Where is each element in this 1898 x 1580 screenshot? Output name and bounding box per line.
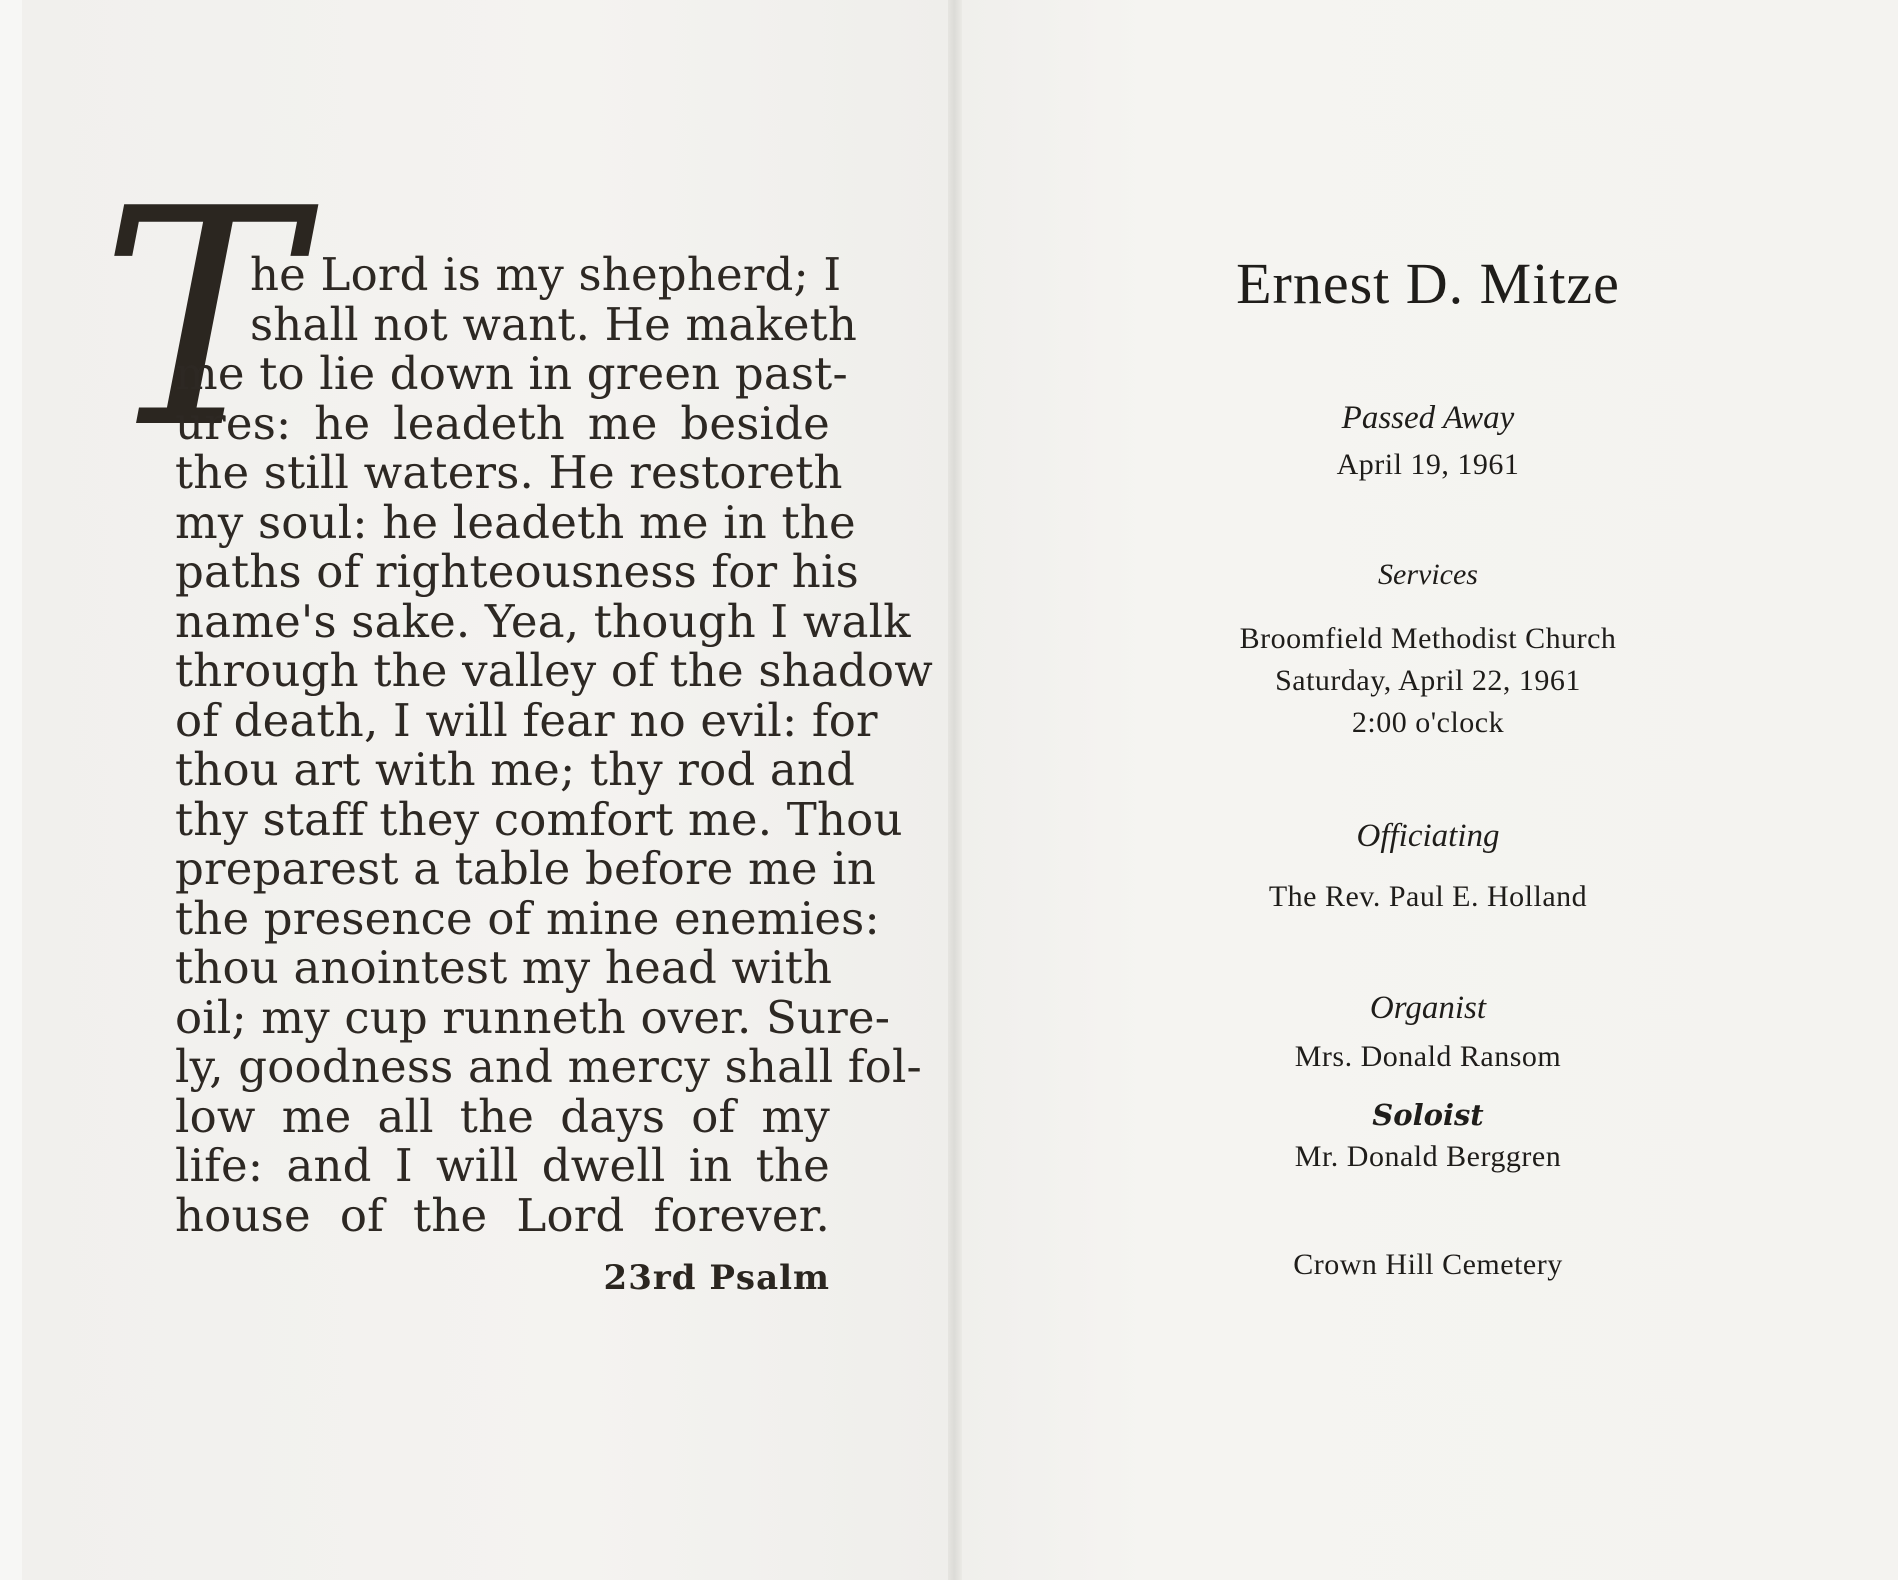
psalm-line: ly, goodness and mercy shall fol- xyxy=(175,1040,922,1093)
church-name: Broomfield Methodist Church xyxy=(1239,622,1617,655)
psalm-line: shall not want. He maketh xyxy=(250,297,858,351)
psalm-line: thy staff they comfort me. Thou xyxy=(175,792,903,846)
deceased-name: Ernest D. Mitze xyxy=(1236,251,1620,316)
psalm-line: me to lie down in green past- xyxy=(175,347,848,400)
center-fold xyxy=(948,0,962,1580)
psalm-line: preparest a table before me in xyxy=(175,842,876,895)
service-date: Saturday, April 22, 1961 xyxy=(1275,664,1581,697)
psalm-line: life: and I will dwell in the xyxy=(175,1139,830,1192)
officiant-name: The Rev. Paul E. Holland xyxy=(1268,880,1588,913)
psalm-line: my soul: he leadeth me in the xyxy=(175,495,856,549)
psalm-line: paths of righteousness for his xyxy=(175,545,859,598)
psalm-text xyxy=(100,248,933,1242)
psalm-line: of death, I will fear no evil: for xyxy=(175,693,878,747)
passed-away-label: Passed Away xyxy=(1341,400,1515,436)
psalm-line: oil; my cup runneth over. Sure- xyxy=(175,990,891,1044)
psalm-line: house of the Lord forever. xyxy=(175,1188,830,1242)
passed-away-date: April 19, 1961 xyxy=(1336,448,1520,481)
psalm-line: thou anointest my head with xyxy=(175,941,833,994)
right-page xyxy=(958,0,1898,1580)
sheet-edge xyxy=(0,0,22,1580)
organist-name: Mrs. Donald Ransom xyxy=(1294,1040,1562,1073)
officiating-label: Officiating xyxy=(1356,818,1500,854)
psalm-line: the presence of mine enemies: xyxy=(175,891,880,945)
psalm-line: ures: he leadeth me beside xyxy=(175,396,830,450)
services-label: Services xyxy=(1378,558,1478,591)
psalm-block xyxy=(100,145,933,1300)
psalm-drop-cap: T xyxy=(100,145,301,494)
soloist-label: Soloist xyxy=(1372,1098,1484,1132)
service-time: 2:00 o'clock xyxy=(1351,706,1505,739)
psalm-line: through the valley of the shadow xyxy=(175,644,933,697)
soloist-name: Mr. Donald Berggren xyxy=(1294,1140,1562,1173)
psalm-line: thou art with me; thy rod and xyxy=(175,743,856,796)
psalm-line: he Lord is my shepherd; I xyxy=(250,248,842,301)
psalm-line: low me all the days of my xyxy=(175,1089,830,1143)
organist-label: Organist xyxy=(1369,990,1487,1026)
psalm-source: 23rd Psalm xyxy=(603,1258,830,1298)
psalm-line: the still waters. He restoreth xyxy=(175,446,843,499)
psalm-line: name's sake. Yea, though I walk xyxy=(175,594,911,648)
cemetery-name: Crown Hill Cemetery xyxy=(1293,1248,1563,1281)
